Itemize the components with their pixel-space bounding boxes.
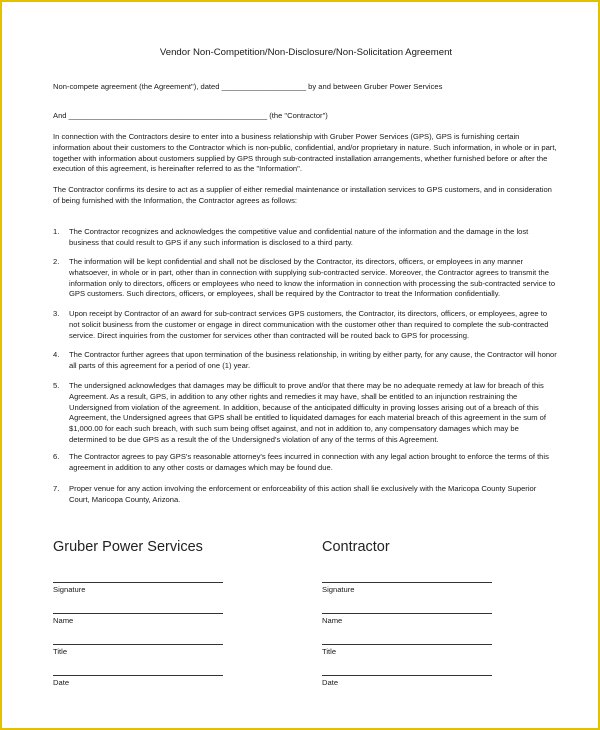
company-date-label: Date xyxy=(53,678,70,687)
company-name-line[interactable] xyxy=(53,613,223,614)
list-item xyxy=(53,309,557,341)
contractor-title-label: Title xyxy=(322,647,337,656)
contractor-signature-line[interactable] xyxy=(322,582,492,583)
contractor-name-label: Name xyxy=(322,616,343,625)
list-number: 5. xyxy=(53,381,60,390)
list-item xyxy=(53,227,557,249)
list-item xyxy=(53,381,557,446)
list-text: Proper venue for any action involving the enforcement or enforceability of this action shall lie exclusively with the Maricopa County Superior Court, Maricopa County, Arizona. xyxy=(69,484,537,504)
list-item xyxy=(53,452,557,474)
company-signature-line[interactable] xyxy=(53,582,223,583)
list-number: 3. xyxy=(53,309,60,318)
document-title: Vendor Non-Competition/Non-Disclosure/Non-Solicitation Agreement xyxy=(159,47,453,58)
company-heading: Gruber Power Services xyxy=(53,539,203,555)
contractor-date-line[interactable] xyxy=(322,675,492,676)
list-item xyxy=(53,257,557,300)
list-text: The Contractor recognizes and acknowledges the competitive value and confidential nature of the information and the damage in the lost business that could result to GPS if any such information is disclosed to a third party. xyxy=(69,227,529,247)
list-text: The Contractor agrees to pay GPS's reasonable attorney's fees incurred in connection with any legal action brought to enforce the terms of this agreement in addition to any other costs or damages which may be found due. xyxy=(69,452,549,472)
list-item xyxy=(53,484,557,506)
company-title-label: Title xyxy=(53,647,68,656)
list-text: The undersigned acknowledges that damages may be difficult to prove and/or that there may be no adequate remedy at law for breach of this Agreement. As a result, GPS, in addition to any other rights and remedies it may have, shall be entitled to an injunction restraining the Undersigned from violation of the agreement. In addition, because of the anticipated difficulty in proving losses arising out of a breach of this Agreement, the Undersigned agrees that GPS shall be entitled to liquidated damages for each material breach of this agreement in the sum of $1,000.00 for each such breach, with such sum being offset against, and not in addition to, any compensatory damages which may be determined to be due GPS as a result the of the Undersigned's violation of any of the terms of this Agreement. xyxy=(69,381,546,444)
list-text: The Contractor further agrees that upon termination of the business relationship, in writing by either party, for any cause, the Contractor will honor all parts of this agreement for a period of one (1) year. xyxy=(69,350,557,370)
list-item xyxy=(53,350,557,372)
paragraph-information: In connection with the Contractors desire to enter into a business relationship with Gruber Power Services (GPS), GPS is furnishing certain information about their customers to the Contractor which is non-public, confidential, and/or proprietary in nature. Such information, in whole or in part, together with information about customers supplied by GPS through sub-contracted installation arrangements, whether furnished before or after the execution of this agreement, is hereinafter referred to as the "Information". xyxy=(53,132,557,174)
contractor-heading: Contractor xyxy=(322,539,390,555)
company-signature-label: Signature xyxy=(53,585,86,594)
contractor-date-label: Date xyxy=(322,678,339,687)
contractor-name-line[interactable] xyxy=(322,613,492,614)
list-number: 7. xyxy=(53,484,60,493)
list-number: 4. xyxy=(53,350,60,359)
list-text: Upon receipt by Contractor of an award for sub-contract services GPS customers, the Contractor, its directors, officers, or employees, agree to not solicit business from the customer or engage in direct communication with the customer other than required to complete the sub-contracted service. Direct inquiries from the customer for services other than contracted will be routed back to GPS for processing. xyxy=(69,309,549,340)
company-title-line[interactable] xyxy=(53,644,223,645)
list-number: 1. xyxy=(53,227,60,236)
company-date-line[interactable] xyxy=(53,675,223,676)
list-number: 2. xyxy=(53,257,60,266)
contractor-line: And _______________________________________________ (the "Contractor") xyxy=(53,111,328,120)
list-number: 6. xyxy=(53,452,60,461)
company-name-label: Name xyxy=(53,616,74,625)
intro-line: Non-compete agreement (the Agreement"), dated ____________________ by and between Gruber Power Services xyxy=(53,82,443,91)
list-text: The information will be kept confidential and shall not be disclosed by the Contractor, its directors, officers, or employees in any manner whatsoever, in whole or in part, other than in connection with supplying sub-contracted service. Moreover, the Contractor agrees to transmit the information only to directors, officers or employees who need to know the information in connection with processing the sub-contracted service to GPS customers. Such directors, officers, or employees, shall be required by the Contractor to treat the Information confidentially. xyxy=(69,257,556,299)
paragraph-confirmation: The Contractor confirms its desire to act as a supplier of either remedial maintenance or installation services to GPS customers, and in consideration of being furnished with the Information, the Contractor agrees as follows: xyxy=(53,185,552,205)
contractor-signature-label: Signature xyxy=(322,585,355,594)
contractor-title-line[interactable] xyxy=(322,644,492,645)
